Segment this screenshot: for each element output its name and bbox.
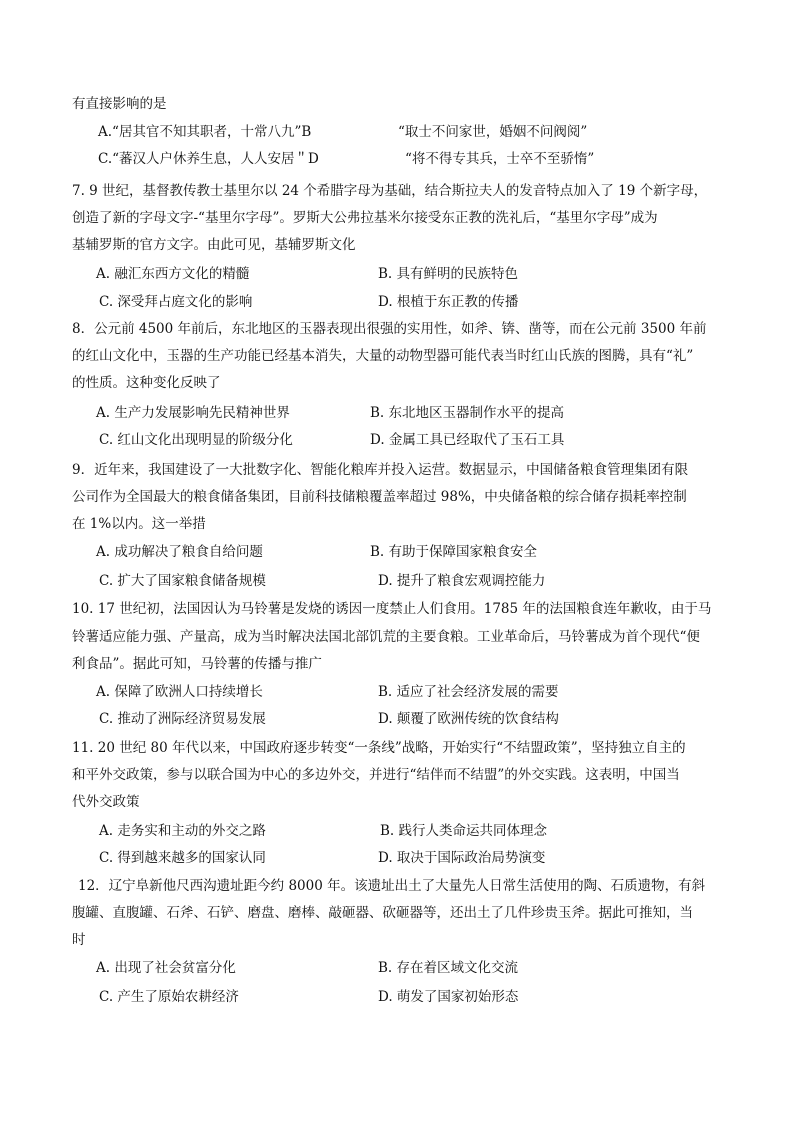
q11-stem-line2: 和平外交政策，参与以联合国为中心的多边外交，并进行“结伴而不结盟”的外交实践。这表明，中国当 bbox=[72, 767, 680, 783]
q10-stem-line3: 利食品”。据此可知，马铃薯的传播与推广 bbox=[72, 656, 322, 672]
q8-option-b: B. 东北地区玉器制作水平的提高 bbox=[370, 405, 565, 421]
q8-option-c: C. 红山文化出现明显的阶级分化 bbox=[99, 432, 293, 448]
q10-option-d: D. 颠覆了欧洲传统的饮食结构 bbox=[378, 711, 559, 727]
q10-stem-line2: 铃薯适应能力强、产量高，成为当时解决法国北部饥荒的主要食粮。工业革命后，马铃薯成为首个现代“便 bbox=[72, 629, 700, 645]
q7-option-d: D. 根植于东正教的传播 bbox=[378, 294, 519, 310]
q8-option-d: D. 金属工具已经取代了玉石工具 bbox=[370, 432, 565, 448]
q12-option-a: A. 出现了社会贫富分化 bbox=[96, 960, 236, 976]
q7-stem-line3: 基辅罗斯的官方文字。由此可见，基辅罗斯文化 bbox=[72, 237, 356, 253]
q11-option-b: B. 践行人类命运共同体理念 bbox=[380, 823, 548, 839]
q12-option-c: C. 产生了原始农耕经济 bbox=[99, 989, 239, 1005]
q11-option-d: D. 取决于国际政治局势演变 bbox=[378, 850, 546, 866]
q9-stem-line2: 公司作为全国最大的粮食储备集团，目前科技储粮覆盖率超过 98%，中央储备粮的综合储存损耗率控制 bbox=[72, 489, 687, 505]
q11-stem-line1: 11. 20 世纪 80 年代以来，中国政府逐步转变“一条线”战略，开始实行“不结盟政策”，坚持独立自主的 bbox=[72, 740, 686, 756]
q9-option-d: D. 提升了粮食宏观调控能力 bbox=[378, 573, 546, 589]
q12-stem-line2: 腹罐、直腹罐、石斧、石铲、磨盘、磨棒、敲砸器、砍砸器等，还出土了几件珍贵玉斧。据此可推知，当 bbox=[72, 905, 693, 921]
q11-stem-line3: 代外交政策 bbox=[72, 794, 140, 810]
q7-option-b: B. 具有鲜明的民族特色 bbox=[378, 266, 519, 282]
q7-option-a: A. 融汇东西方文化的精髓 bbox=[96, 266, 250, 282]
q9-stem-line3: 在 1%以内。这一举措 bbox=[72, 516, 206, 532]
q11-option-a: A. 走务实和主动的外交之路 bbox=[99, 823, 266, 839]
q7-option-c: C. 深受拜占庭文化的影响 bbox=[99, 294, 253, 310]
q12-stem-line1: 12．辽宁阜新他尺西沟遗址距今约 8000 年。该遗址出土了大量先人日常生活使用的陶、石质遗物，有斜 bbox=[78, 878, 706, 894]
q10-option-a: A. 保障了欧洲人口持续增长 bbox=[96, 684, 263, 700]
q12-option-d: D. 萌发了国家初始形态 bbox=[378, 989, 519, 1005]
q8-stem-line3: 的性质。这种变化反映了 bbox=[72, 375, 221, 391]
q9-option-b: B. 有助于保障国家粮食安全 bbox=[370, 544, 538, 560]
q6-option-b: “取士不问家世，婚姻不问阀阅” bbox=[398, 124, 588, 140]
q12-stem-line3: 时 bbox=[72, 932, 86, 948]
q10-option-c: C. 推动了洲际经济贸易发展 bbox=[99, 711, 266, 727]
q8-option-a: A. 生产力发展影响先民精神世界 bbox=[96, 405, 290, 421]
q9-stem-line1: 9．近年来，我国建设了一大批数字化、智能化粮库并投入运营。数据显示，中国储备粮食管理集团有限 bbox=[72, 462, 689, 478]
q9-option-a: A. 成功解决了粮食自给问题 bbox=[96, 544, 263, 560]
q9-option-c: C. 扩大了国家粮食储备规模 bbox=[99, 573, 266, 589]
q7-stem-line1: 7. 9 世纪，基督教传教士基里尔以 24 个希腊字母为基础，结合斯拉夫人的发音特点加入了 19 个新字母， bbox=[72, 183, 708, 199]
q8-stem-line2: 的红山文化中，玉器的生产功能已经基本消失，大量的动物型器可能代表当时红山氏族的图腾，具有“礼” bbox=[72, 348, 694, 364]
q6-option-d: “将不得专其兵，士卒不至骄惰” bbox=[405, 151, 595, 167]
q8-stem-line1: 8．公元前 4500 年前后，东北地区的玉器表现出很强的实用性，如斧、锛、凿等，而在公元前 3500 年前 bbox=[72, 321, 707, 337]
q10-stem-line1: 10. 17 世纪初，法国因认为马铃薯是发烧的诱因一度禁止人们食用。1785 年的法国粮食连年歉收，由于马 bbox=[72, 601, 712, 617]
q10-option-b: B. 适应了社会经济发展的需要 bbox=[378, 684, 559, 700]
q6-stem-continuation: 有直接影响的是 bbox=[72, 96, 167, 112]
q6-option-a: A.“居其官不知其职者，十常八九”B bbox=[98, 124, 312, 140]
q6-option-c: C.“蕃汉人户休养生息，人人安居＂D bbox=[98, 151, 319, 167]
q7-stem-line2: 创造了新的字母文字-“基里尔字母”。罗斯大公弗拉基米尔接受东正教的洗礼后，“基里尔字母”成为 bbox=[72, 210, 658, 226]
q11-option-c: C. 得到越来越多的国家认同 bbox=[99, 850, 266, 866]
q12-option-b: B. 存在着区域文化交流 bbox=[378, 960, 519, 976]
